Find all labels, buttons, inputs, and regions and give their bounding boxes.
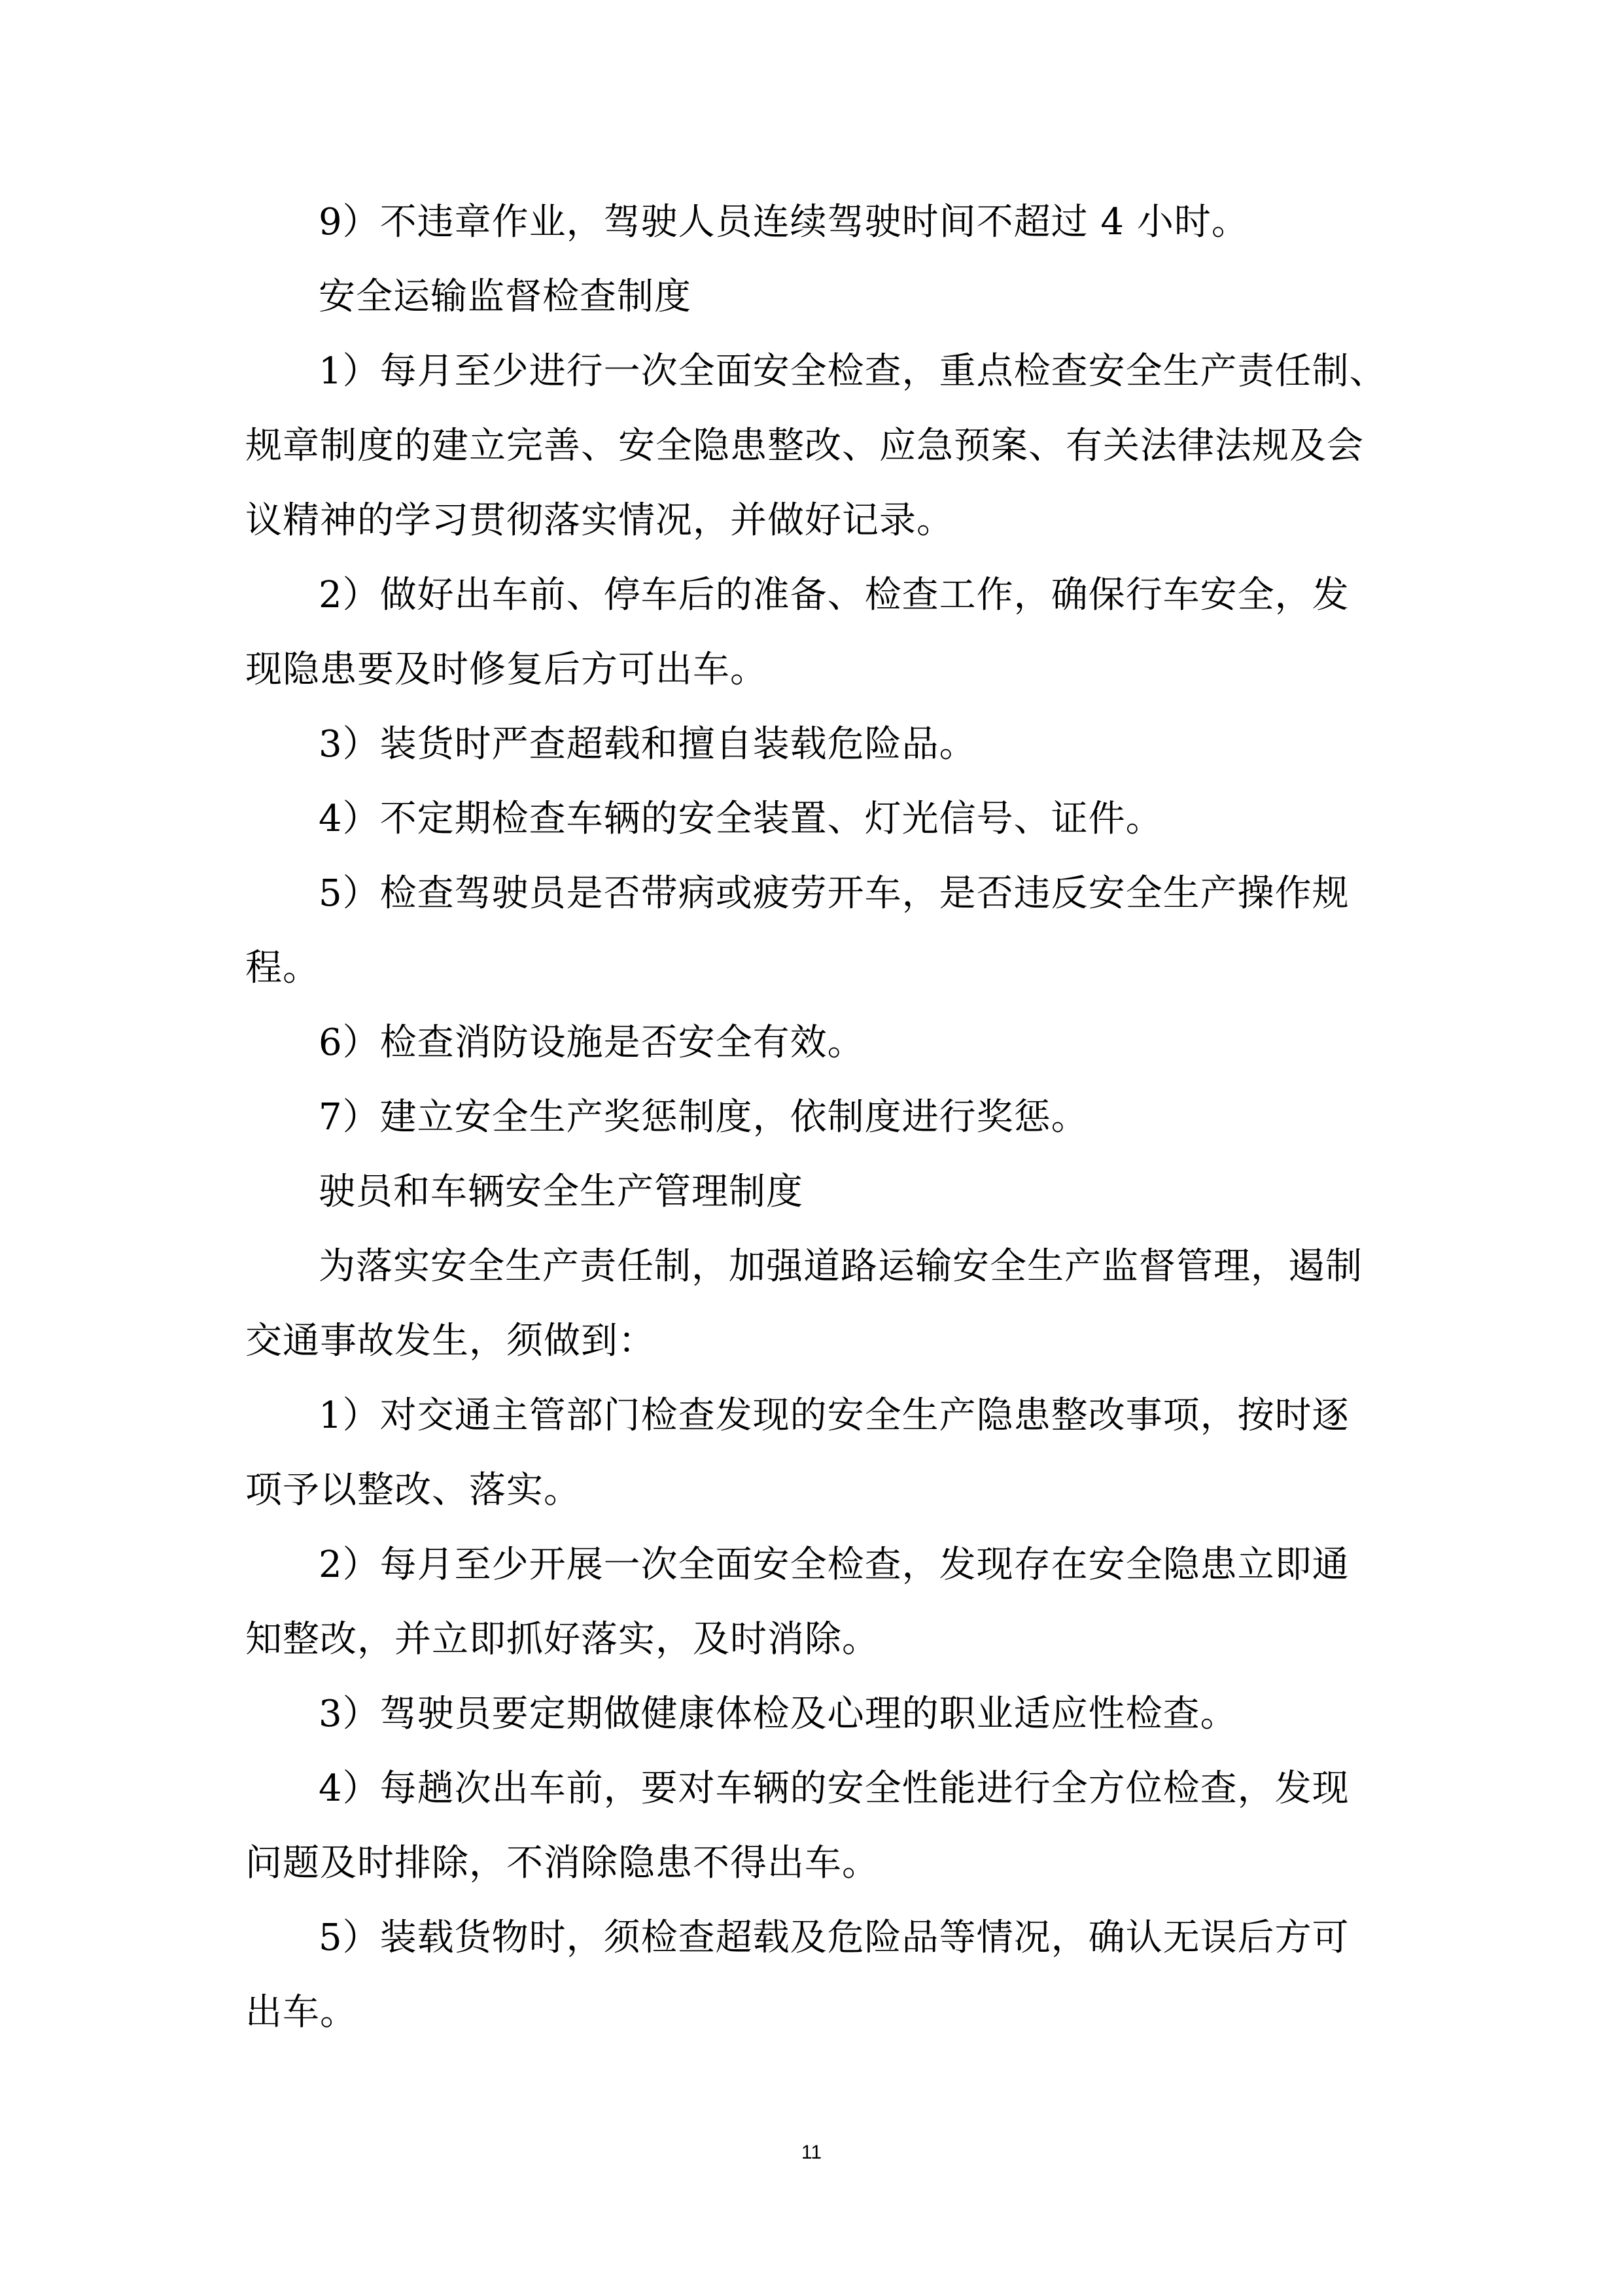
text-line: 问题及时排除，不消除隐患不得出车。 xyxy=(245,1842,879,1884)
text-line: 议精神的学习贯彻落实情况，并做好记录。 xyxy=(245,499,954,542)
text-line: 5）装载货物时，须检查超载及危险品等情况，确认无误后方可 xyxy=(319,1916,1350,1959)
text-line: 为落实安全生产责任制，加强道路运输安全生产监督管理，遏制 xyxy=(319,1245,1363,1288)
text-line: 5）检查驾驶员是否带病或疲劳开车，是否违反安全生产操作规 xyxy=(319,872,1350,915)
text-line: 项予以整改、落实。 xyxy=(245,1469,581,1511)
text-line: 知整改，并立即抓好落实，及时消除。 xyxy=(245,1618,879,1661)
text-line: 规章制度的建立完善、安全隐患整改、应急预案、有关法律法规及会 xyxy=(245,425,1364,467)
text-line: 3）装货时严查超载和擅自装载危险品。 xyxy=(319,723,977,766)
text-line: 6）检查消防设施是否安全有效。 xyxy=(319,1021,865,1064)
text-line: 1）每月至少进行一次全面安全检查，重点检查安全生产责任制、 xyxy=(319,350,1387,393)
text-line: 1）对交通主管部门检查发现的安全生产隐患整改事项，按时逐 xyxy=(319,1394,1350,1437)
text-line: 2）做好出车前、停车后的准备、检查工作，确保行车安全，发 xyxy=(319,574,1350,616)
text-line: 2）每月至少开展一次全面安全检查，发现存在安全隐患立即通 xyxy=(319,1544,1350,1586)
text-line: 现隐患要及时修复后方可出车。 xyxy=(245,648,767,691)
page-number: 11 xyxy=(801,2142,822,2163)
text-line: 出车。 xyxy=(245,1991,357,2034)
text-line: 3）驾驶员要定期做健康体检及心理的职业适应性检查。 xyxy=(319,1693,1238,1735)
text-line: 4）不定期检查车辆的安全装置、灯光信号、证件。 xyxy=(319,798,1163,840)
text-line: 交通事故发生，须做到： xyxy=(245,1320,655,1362)
section-heading: 安全运输监督检查制度 xyxy=(319,275,691,318)
text-line: 7）建立安全生产奖惩制度，依制度进行奖惩。 xyxy=(319,1096,1089,1139)
section-heading: 驶员和车辆安全生产管理制度 xyxy=(319,1171,803,1213)
text-line: 9）不违章作业，驾驶人员连续驾驶时间不超过 4 小时。 xyxy=(319,201,1249,243)
text-line: 程。 xyxy=(245,947,320,989)
text-line: 4）每趟次出车前，要对车辆的安全性能进行全方位检查，发现 xyxy=(319,1767,1350,1810)
